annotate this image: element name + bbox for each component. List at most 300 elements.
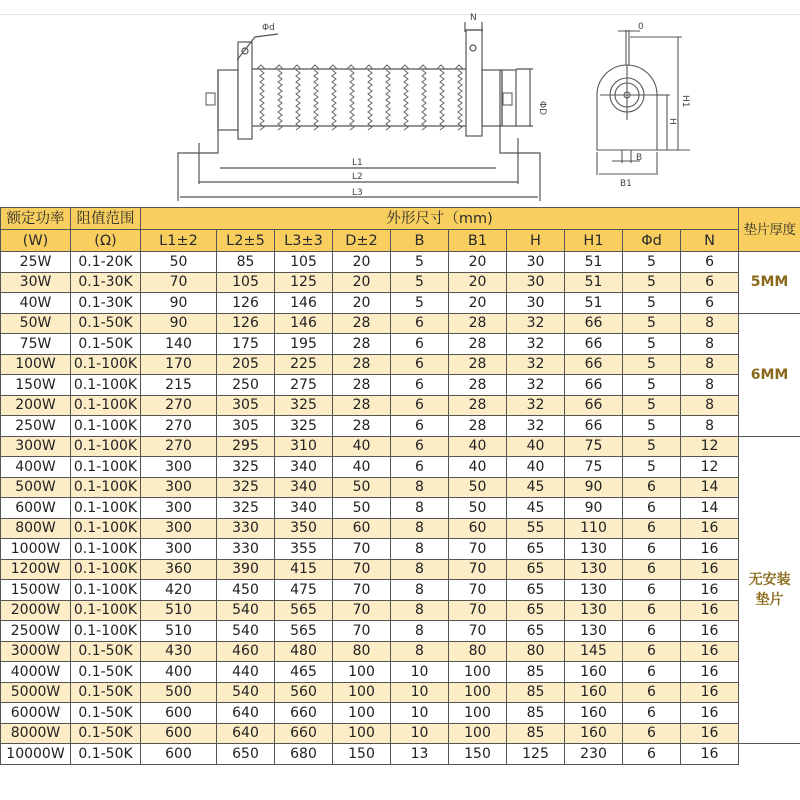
resistor-diagram-svg bbox=[0, 0, 800, 205]
cell-dimension: 32 bbox=[507, 313, 565, 334]
cell-dimension: 6 bbox=[623, 580, 681, 601]
cell-dimension: 6 bbox=[681, 252, 739, 273]
cell-dimension: 6 bbox=[681, 272, 739, 293]
cell-dimension: 125 bbox=[275, 272, 333, 293]
cell-dimension: 10 bbox=[391, 703, 449, 724]
cell-dimension: 540 bbox=[217, 621, 275, 642]
cell-dimension: 8 bbox=[391, 477, 449, 498]
table-row bbox=[1, 313, 800, 334]
cell-power: 150W bbox=[1, 375, 71, 396]
cell-resistance: 0.1-100K bbox=[71, 457, 141, 478]
header-power: 额定功率 bbox=[1, 208, 71, 230]
cell-dimension: 5 bbox=[623, 272, 681, 293]
cell-dimension: 20 bbox=[333, 272, 391, 293]
cell-dimension: 8 bbox=[391, 539, 449, 560]
header-col: D±2 bbox=[333, 230, 391, 252]
header-col: B bbox=[391, 230, 449, 252]
label-phi-D: ΦD bbox=[537, 101, 547, 116]
cell-dimension: 8 bbox=[391, 600, 449, 621]
table-row bbox=[1, 703, 800, 724]
cell-dimension: 6 bbox=[623, 723, 681, 744]
cell-dimension: 20 bbox=[449, 252, 507, 273]
cell-resistance: 0.1-100K bbox=[71, 436, 141, 457]
cell-dimension: 500 bbox=[141, 682, 217, 703]
cell-dimension: 310 bbox=[275, 436, 333, 457]
cell-resistance: 0.1-100K bbox=[71, 580, 141, 601]
coil-segment bbox=[314, 70, 318, 130]
table-row bbox=[1, 375, 800, 396]
table-row bbox=[1, 744, 800, 765]
cell-dimension: 100 bbox=[333, 703, 391, 724]
table-row bbox=[1, 498, 800, 519]
coil-segment bbox=[404, 70, 408, 130]
cell-dimension: 65 bbox=[507, 621, 565, 642]
cell-dimension: 150 bbox=[449, 744, 507, 765]
end-cap-left bbox=[218, 70, 238, 130]
cell-dimension: 16 bbox=[681, 703, 739, 724]
cell-dimension: 325 bbox=[217, 498, 275, 519]
table-row bbox=[1, 641, 800, 662]
cell-dimension: 5 bbox=[623, 416, 681, 437]
cell-resistance: 0.1-50K bbox=[71, 723, 141, 744]
table-row bbox=[1, 600, 800, 621]
cell-dimension: 65 bbox=[507, 539, 565, 560]
cell-dimension: 50 bbox=[449, 477, 507, 498]
cell-dimension: 10 bbox=[391, 662, 449, 683]
cell-dimension: 40 bbox=[449, 436, 507, 457]
cell-resistance: 0.1-100K bbox=[71, 539, 141, 560]
cell-dimension: 330 bbox=[217, 518, 275, 539]
header-col: L1±2 bbox=[141, 230, 217, 252]
cell-dimension: 420 bbox=[141, 580, 217, 601]
cell-dimension: 640 bbox=[217, 723, 275, 744]
cell-power: 6000W bbox=[1, 703, 71, 724]
cell-dimension: 8 bbox=[391, 559, 449, 580]
cell-dimension: 51 bbox=[565, 272, 623, 293]
cell-dimension: 540 bbox=[217, 682, 275, 703]
cell-dimension: 100 bbox=[449, 703, 507, 724]
header-col: Φd bbox=[623, 230, 681, 252]
cell-dimension: 20 bbox=[333, 252, 391, 273]
mount-strap-right bbox=[466, 30, 482, 136]
resistor-drawing bbox=[0, 0, 800, 205]
cell-dimension: 160 bbox=[565, 682, 623, 703]
cell-dimension: 5 bbox=[623, 313, 681, 334]
header-col: N bbox=[681, 230, 739, 252]
cell-dimension: 6 bbox=[623, 559, 681, 580]
header-col: H bbox=[507, 230, 565, 252]
cell-dimension: 75 bbox=[565, 457, 623, 478]
cell-dimension: 6 bbox=[391, 457, 449, 478]
cell-dimension: 6 bbox=[391, 375, 449, 396]
cell-power: 10000W bbox=[1, 744, 71, 765]
cell-dimension: 510 bbox=[141, 600, 217, 621]
table-row bbox=[1, 395, 800, 416]
cell-dimension: 6 bbox=[391, 313, 449, 334]
cell-dimension: 145 bbox=[565, 641, 623, 662]
cell-dimension: 8 bbox=[391, 498, 449, 519]
cell-dimension: 60 bbox=[333, 518, 391, 539]
cell-dimension: 20 bbox=[333, 293, 391, 314]
cell-dimension: 14 bbox=[681, 477, 739, 498]
cell-dimension: 126 bbox=[217, 293, 275, 314]
cell-dimension: 325 bbox=[217, 457, 275, 478]
cell-dimension: 66 bbox=[565, 313, 623, 334]
cell-dimension: 12 bbox=[681, 457, 739, 478]
cell-pad-thickness: 6MM bbox=[739, 313, 800, 436]
cell-dimension: 70 bbox=[333, 621, 391, 642]
cell-dimension: 325 bbox=[275, 395, 333, 416]
cell-dimension: 5 bbox=[391, 293, 449, 314]
cell-dimension: 5 bbox=[391, 272, 449, 293]
cell-dimension: 160 bbox=[565, 703, 623, 724]
cell-power: 1500W bbox=[1, 580, 71, 601]
cell-dimension: 70 bbox=[333, 600, 391, 621]
cell-dimension: 8 bbox=[681, 375, 739, 396]
resistor-spec-table bbox=[0, 207, 800, 765]
cell-dimension: 16 bbox=[681, 723, 739, 744]
cell-dimension: 8 bbox=[391, 641, 449, 662]
cell-dimension: 32 bbox=[507, 334, 565, 355]
cell-dimension: 6 bbox=[623, 703, 681, 724]
label-l2: L2 bbox=[352, 172, 363, 182]
cell-dimension: 510 bbox=[141, 621, 217, 642]
cell-dimension: 28 bbox=[449, 416, 507, 437]
cell-dimension: 540 bbox=[217, 600, 275, 621]
cell-resistance: 0.1-100K bbox=[71, 621, 141, 642]
table-row bbox=[1, 539, 800, 560]
table-row bbox=[1, 621, 800, 642]
cell-dimension: 55 bbox=[507, 518, 565, 539]
cell-resistance: 0.1-50K bbox=[71, 334, 141, 355]
cell-dimension: 16 bbox=[681, 518, 739, 539]
cell-dimension: 126 bbox=[217, 313, 275, 334]
cell-dimension: 350 bbox=[275, 518, 333, 539]
base-bracket-right bbox=[500, 70, 540, 201]
cell-dimension: 650 bbox=[217, 744, 275, 765]
cell-dimension: 30 bbox=[507, 272, 565, 293]
terminal-nut-right-icon bbox=[503, 93, 512, 105]
cell-dimension: 13 bbox=[391, 744, 449, 765]
cell-resistance: 0.1-100K bbox=[71, 395, 141, 416]
cell-dimension: 28 bbox=[333, 375, 391, 396]
cell-dimension: 660 bbox=[275, 703, 333, 724]
end-cap-right bbox=[482, 70, 502, 126]
cell-dimension: 8 bbox=[681, 416, 739, 437]
cell-dimension: 85 bbox=[217, 252, 275, 273]
cell-dimension: 66 bbox=[565, 334, 623, 355]
cell-dimension: 16 bbox=[681, 662, 739, 683]
cell-dimension: 80 bbox=[449, 641, 507, 662]
cell-dimension: 300 bbox=[141, 539, 217, 560]
cell-dimension: 85 bbox=[507, 682, 565, 703]
cell-pad-thickness: 5MM bbox=[739, 252, 800, 314]
table-row bbox=[1, 682, 800, 703]
cell-dimension: 6 bbox=[623, 621, 681, 642]
cell-dimension: 28 bbox=[449, 334, 507, 355]
cell-dimension: 32 bbox=[507, 395, 565, 416]
cell-power: 75W bbox=[1, 334, 71, 355]
cell-dimension: 270 bbox=[141, 395, 217, 416]
cell-dimension: 28 bbox=[449, 313, 507, 334]
cell-dimension: 205 bbox=[217, 354, 275, 375]
cell-dimension: 16 bbox=[681, 539, 739, 560]
cell-resistance: 0.1-20K bbox=[71, 252, 141, 273]
cell-dimension: 51 bbox=[565, 252, 623, 273]
table-row bbox=[1, 559, 800, 580]
cell-dimension: 6 bbox=[391, 416, 449, 437]
cell-dimension: 480 bbox=[275, 641, 333, 662]
cell-dimension: 90 bbox=[141, 293, 217, 314]
cell-dimension: 40 bbox=[333, 436, 391, 457]
table-row bbox=[1, 723, 800, 744]
cell-dimension: 640 bbox=[217, 703, 275, 724]
cell-dimension: 32 bbox=[507, 375, 565, 396]
cell-dimension: 16 bbox=[681, 682, 739, 703]
cell-dimension: 160 bbox=[565, 723, 623, 744]
cell-dimension: 330 bbox=[217, 539, 275, 560]
cell-dimension: 6 bbox=[391, 334, 449, 355]
cell-dimension: 100 bbox=[449, 662, 507, 683]
cell-dimension: 70 bbox=[449, 600, 507, 621]
cell-dimension: 85 bbox=[507, 723, 565, 744]
label-o: 0 bbox=[638, 22, 644, 32]
cell-dimension: 5 bbox=[623, 293, 681, 314]
cell-dimension: 65 bbox=[507, 559, 565, 580]
header-col: L2±5 bbox=[217, 230, 275, 252]
cell-power: 200W bbox=[1, 395, 71, 416]
cell-dimension: 565 bbox=[275, 621, 333, 642]
cell-resistance: 0.1-100K bbox=[71, 518, 141, 539]
cell-power: 50W bbox=[1, 313, 71, 334]
end-view-diagram bbox=[597, 30, 690, 175]
cell-dimension: 8 bbox=[681, 395, 739, 416]
cell-dimension: 340 bbox=[275, 457, 333, 478]
cell-resistance: 0.1-30K bbox=[71, 293, 141, 314]
cell-dimension: 14 bbox=[681, 498, 739, 519]
cell-dimension: 85 bbox=[507, 703, 565, 724]
cell-dimension: 355 bbox=[275, 539, 333, 560]
cell-power: 500W bbox=[1, 477, 71, 498]
cell-dimension: 160 bbox=[565, 662, 623, 683]
cell-dimension: 10 bbox=[391, 723, 449, 744]
cell-dimension: 5 bbox=[623, 375, 681, 396]
cell-dimension: 70 bbox=[141, 272, 217, 293]
cell-dimension: 6 bbox=[681, 293, 739, 314]
cell-dimension: 150 bbox=[333, 744, 391, 765]
cell-power: 250W bbox=[1, 416, 71, 437]
cell-dimension: 6 bbox=[623, 744, 681, 765]
cell-dimension: 8 bbox=[391, 580, 449, 601]
cell-dimension: 325 bbox=[275, 416, 333, 437]
cell-dimension: 390 bbox=[217, 559, 275, 580]
coil-segment bbox=[386, 70, 390, 130]
cell-dimension: 6 bbox=[623, 498, 681, 519]
cell-resistance: 0.1-100K bbox=[71, 375, 141, 396]
cell-dimension: 50 bbox=[333, 498, 391, 519]
cell-dimension: 340 bbox=[275, 498, 333, 519]
cell-dimension: 66 bbox=[565, 354, 623, 375]
cell-dimension: 110 bbox=[565, 518, 623, 539]
cell-dimension: 70 bbox=[333, 559, 391, 580]
coil-segment bbox=[332, 70, 336, 130]
cell-dimension: 170 bbox=[141, 354, 217, 375]
cell-dimension: 300 bbox=[141, 477, 217, 498]
table-row bbox=[1, 293, 800, 314]
cell-resistance: 0.1-50K bbox=[71, 662, 141, 683]
header-pad-thickness: 垫片厚度 bbox=[739, 208, 800, 252]
cell-power: 40W bbox=[1, 293, 71, 314]
cell-dimension: 250 bbox=[217, 375, 275, 396]
cell-dimension: 125 bbox=[507, 744, 565, 765]
cell-dimension: 275 bbox=[275, 375, 333, 396]
cell-dimension: 70 bbox=[333, 539, 391, 560]
label-h: H bbox=[667, 118, 677, 125]
cell-dimension: 215 bbox=[141, 375, 217, 396]
cell-power: 25W bbox=[1, 252, 71, 273]
cell-power: 100W bbox=[1, 354, 71, 375]
cell-resistance: 0.1-100K bbox=[71, 600, 141, 621]
cell-dimension: 440 bbox=[217, 662, 275, 683]
cell-dimension: 80 bbox=[333, 641, 391, 662]
table-row bbox=[1, 662, 800, 683]
cell-dimension: 65 bbox=[507, 580, 565, 601]
cell-dimension: 60 bbox=[449, 518, 507, 539]
cell-dimension: 66 bbox=[565, 375, 623, 396]
label-l1: L1 bbox=[352, 158, 363, 168]
cell-dimension: 85 bbox=[507, 662, 565, 683]
label-b: B bbox=[636, 153, 643, 163]
table-row bbox=[1, 416, 800, 437]
cell-resistance: 0.1-30K bbox=[71, 272, 141, 293]
cell-dimension: 28 bbox=[333, 334, 391, 355]
coil-segment bbox=[422, 70, 426, 130]
cell-dimension: 16 bbox=[681, 621, 739, 642]
header-power-unit: (W) bbox=[1, 230, 71, 252]
cell-dimension: 360 bbox=[141, 559, 217, 580]
table-body bbox=[1, 252, 800, 765]
cell-dimension: 51 bbox=[565, 293, 623, 314]
header-col: H1 bbox=[565, 230, 623, 252]
cell-dimension: 130 bbox=[565, 559, 623, 580]
cell-resistance: 0.1-50K bbox=[71, 641, 141, 662]
cell-dimension: 130 bbox=[565, 600, 623, 621]
cell-power: 2500W bbox=[1, 621, 71, 642]
cell-dimension: 460 bbox=[217, 641, 275, 662]
cell-dimension: 90 bbox=[141, 313, 217, 334]
cell-power: 800W bbox=[1, 518, 71, 539]
table-row bbox=[1, 252, 800, 273]
cell-dimension: 100 bbox=[333, 723, 391, 744]
cell-dimension: 660 bbox=[275, 723, 333, 744]
table-row bbox=[1, 334, 800, 355]
cell-dimension: 8 bbox=[681, 313, 739, 334]
cell-dimension: 300 bbox=[141, 457, 217, 478]
cell-dimension: 270 bbox=[141, 416, 217, 437]
cell-dimension: 5 bbox=[623, 395, 681, 416]
cell-dimension: 450 bbox=[217, 580, 275, 601]
cell-resistance: 0.1-100K bbox=[71, 559, 141, 580]
cell-dimension: 340 bbox=[275, 477, 333, 498]
cell-dimension: 28 bbox=[333, 354, 391, 375]
cell-dimension: 8 bbox=[681, 334, 739, 355]
cell-dimension: 90 bbox=[565, 477, 623, 498]
cell-power: 3000W bbox=[1, 641, 71, 662]
cell-dimension: 130 bbox=[565, 621, 623, 642]
table-row bbox=[1, 354, 800, 375]
cell-dimension: 40 bbox=[507, 457, 565, 478]
cell-dimension: 100 bbox=[333, 662, 391, 683]
cell-dimension: 6 bbox=[623, 518, 681, 539]
cell-pad-thickness: 无安装 垫片 bbox=[739, 436, 800, 744]
cell-dimension: 130 bbox=[565, 580, 623, 601]
cell-dimension: 5 bbox=[623, 334, 681, 355]
cell-dimension: 305 bbox=[217, 395, 275, 416]
cell-dimension: 40 bbox=[507, 436, 565, 457]
cell-dimension: 8 bbox=[391, 518, 449, 539]
cell-dimension: 28 bbox=[333, 416, 391, 437]
table-row bbox=[1, 518, 800, 539]
header-col: B1 bbox=[449, 230, 507, 252]
coil-segment bbox=[368, 70, 372, 130]
cell-dimension: 6 bbox=[623, 662, 681, 683]
cell-dimension: 66 bbox=[565, 416, 623, 437]
resistance-wire-coils bbox=[257, 65, 463, 130]
cell-dimension: 70 bbox=[333, 580, 391, 601]
cell-dimension: 230 bbox=[565, 744, 623, 765]
label-phi-d: Φd bbox=[262, 23, 275, 33]
cell-dimension: 175 bbox=[217, 334, 275, 355]
label-h1: H1 bbox=[680, 95, 690, 108]
cell-dimension: 195 bbox=[275, 334, 333, 355]
cell-dimension: 28 bbox=[449, 354, 507, 375]
cell-dimension: 10 bbox=[391, 682, 449, 703]
cell-dimension: 70 bbox=[449, 580, 507, 601]
coil-segment bbox=[278, 70, 282, 130]
cell-resistance: 0.1-50K bbox=[71, 682, 141, 703]
cell-power: 4000W bbox=[1, 662, 71, 683]
cell-dimension: 600 bbox=[141, 744, 217, 765]
header-dimensions: 外形尺寸（mm) bbox=[141, 208, 739, 230]
cell-power: 1000W bbox=[1, 539, 71, 560]
cell-dimension: 680 bbox=[275, 744, 333, 765]
cell-dimension: 600 bbox=[141, 723, 217, 744]
cell-resistance: 0.1-50K bbox=[71, 744, 141, 765]
cell-dimension: 20 bbox=[449, 293, 507, 314]
cell-dimension: 270 bbox=[141, 436, 217, 457]
cell-dimension: 32 bbox=[507, 416, 565, 437]
label-b1: B1 bbox=[620, 179, 632, 189]
cell-dimension: 28 bbox=[449, 375, 507, 396]
cell-dimension: 146 bbox=[275, 293, 333, 314]
cell-dimension: 50 bbox=[333, 477, 391, 498]
table-row bbox=[1, 436, 800, 457]
cell-dimension: 300 bbox=[141, 518, 217, 539]
table-row bbox=[1, 272, 800, 293]
cell-power: 8000W bbox=[1, 723, 71, 744]
cell-dimension: 28 bbox=[333, 395, 391, 416]
cell-resistance: 0.1-100K bbox=[71, 416, 141, 437]
cell-dimension: 305 bbox=[217, 416, 275, 437]
cell-dimension: 30 bbox=[507, 293, 565, 314]
cell-resistance: 0.1-100K bbox=[71, 354, 141, 375]
cell-dimension: 6 bbox=[391, 395, 449, 416]
cell-dimension: 100 bbox=[449, 723, 507, 744]
cell-resistance: 0.1-100K bbox=[71, 498, 141, 519]
cell-dimension: 140 bbox=[141, 334, 217, 355]
cell-dimension: 5 bbox=[391, 252, 449, 273]
header-col: L3±3 bbox=[275, 230, 333, 252]
